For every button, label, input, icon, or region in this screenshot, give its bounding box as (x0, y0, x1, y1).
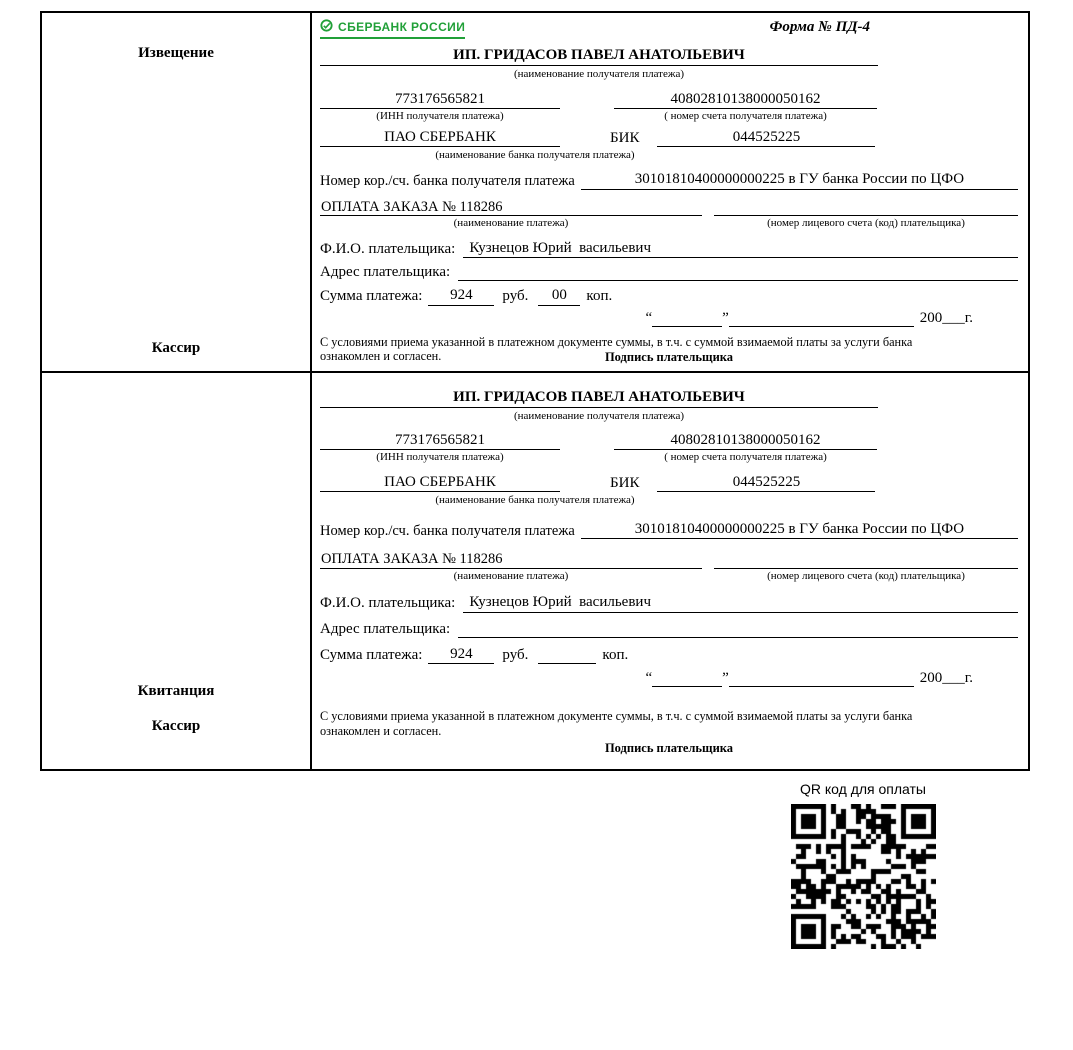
inn-caption: (ИНН получателя платежа) (376, 451, 504, 464)
payer-address-row (320, 621, 1018, 638)
amount-label: Сумма платежа: (320, 646, 423, 663)
receipt-left-column (42, 373, 312, 769)
date-day-blank (652, 670, 722, 687)
inn-value: 773176565821 (320, 432, 560, 450)
bik-value: 044525225 (657, 129, 875, 147)
terms-text: С условиями приема указанной в платежном документе суммы, в т.ч. с суммой взимаемой платы за услуги банка ознакомлен и согласен. (320, 709, 913, 738)
payer-address-label: Адрес плательщика: (320, 264, 451, 281)
bank-caption: (наименование банка получателя платежа) (435, 494, 635, 507)
payer-address-blank (458, 264, 1018, 281)
payer-name-value: Кузнецов Юрий васильевич (463, 240, 1018, 258)
payer-name-value: Кузнецов Юрий васильевич (463, 594, 1018, 612)
sberbank-logo-underline (320, 37, 465, 39)
amount-label: Сумма платежа: (320, 288, 423, 305)
corr-account-label: Номер кор./сч. банка получателя платежа (320, 522, 575, 539)
personal-account-caption: (номер лицевого счета (код) плательщика) (767, 569, 965, 582)
inn-account-captions (320, 451, 1018, 464)
signature-label: Подпись плательщика (604, 349, 734, 364)
payer-address-row (320, 264, 1018, 281)
date-quote-close: ” (722, 309, 729, 326)
date-day-blank (652, 310, 722, 327)
date-row (320, 310, 973, 327)
recipient-caption: (наименование получателя платежа) (513, 68, 685, 80)
sberbank-logo-row (320, 19, 465, 35)
notice-form-area (312, 13, 1028, 371)
receipt-section (40, 371, 1030, 771)
payer-name-row (320, 594, 1018, 612)
date-quote-open: “ (645, 309, 653, 326)
date-year-text: 200___г. (919, 670, 973, 687)
date-quote-close: ” (722, 670, 729, 687)
bank-name-value: ПАО СБЕРБАНК (320, 129, 560, 147)
personal-account-blank (714, 199, 1018, 216)
sberbank-logo (320, 19, 465, 39)
account-caption: ( номер счета получателя платежа) (664, 109, 827, 122)
bik-value: 044525225 (657, 474, 875, 492)
form-header (320, 19, 1018, 45)
inn-account-captions (320, 110, 1018, 123)
receipt-section-label: Квитанция (137, 682, 215, 699)
terms-block (320, 335, 1018, 365)
terms-text: С условиями приема указанной в платежном документе суммы, в т.ч. с суммой взимаемой платы за услуги банка ознакомлен и согласен. (320, 334, 913, 364)
amount-row (320, 646, 1018, 664)
inn-value: 773176565821 (320, 91, 560, 109)
sberbank-logo-icon (320, 19, 333, 35)
sberbank-logo-text: СБЕРБАНК РОССИИ (338, 20, 466, 34)
inn-account-row (320, 91, 1018, 109)
qr-caption: QR код для оплаты (799, 781, 926, 797)
form-number: Форма № ПД-4 (769, 19, 870, 35)
rub-label: руб. (502, 646, 529, 663)
date-row (320, 670, 973, 687)
terms-block (320, 709, 1018, 756)
amount-kop-value: 00 (538, 287, 580, 305)
bank-row (320, 129, 1018, 147)
notice-left-column (42, 13, 312, 371)
account-value: 40802810138000050162 (614, 432, 877, 450)
payment-purpose-row (320, 551, 1018, 569)
amount-rub-value: 924 (428, 287, 494, 305)
payer-address-label: Адрес плательщика: (320, 620, 451, 637)
receipt-cashier-label: Кассир (151, 717, 201, 734)
corr-account-value: 30101810400000000225 в ГУ банка России по ЦФО (581, 171, 1018, 189)
payment-purpose-value: ОПЛАТА ЗАКАЗА № 118286 (320, 551, 702, 569)
signature-label: Подпись плательщика (604, 740, 734, 755)
recipient-caption: (наименование получателя платежа) (513, 409, 685, 422)
bank-caption: (наименование банка получателя платежа) (435, 148, 635, 161)
corr-account-row (320, 521, 1018, 539)
bank-name-value: ПАО СБЕРБАНК (320, 474, 560, 492)
date-month-blank (729, 670, 914, 687)
corr-account-row (320, 171, 1018, 189)
personal-account-caption: (номер лицевого счета (код) плательщика) (767, 217, 965, 230)
notice-section (40, 11, 1030, 373)
payment-form-pd4 (40, 11, 1030, 771)
payment-caption: (наименование платежа) (453, 217, 569, 230)
bik-label: БИК (610, 475, 640, 492)
amount-kop-value (538, 647, 596, 664)
account-caption: ( номер счета получателя платежа) (664, 451, 827, 464)
amount-rub-value: 924 (428, 646, 494, 664)
notice-section-label: Извещение (138, 45, 214, 61)
corr-account-value: 30101810400000000225 в ГУ банка России по ЦФО (581, 521, 1018, 539)
payment-captions-row (320, 570, 1018, 583)
rub-label: руб. (502, 288, 529, 305)
payer-address-blank (458, 621, 1018, 638)
payment-purpose-row (320, 199, 1018, 217)
date-year-text: 200___г. (919, 309, 973, 326)
bank-row (320, 474, 1018, 492)
corr-account-label: Номер кор./сч. банка получателя платежа (320, 173, 575, 189)
inn-account-row (320, 432, 1018, 450)
recipient-name: ИП. ГРИДАСОВ ПАВЕЛ АНАТОЛЬЕВИЧ (320, 389, 878, 408)
kop-label: коп. (602, 646, 629, 663)
payer-name-row (320, 240, 1018, 258)
payer-name-label: Ф.И.О. плательщика: (320, 595, 456, 612)
receipt-form-area (312, 373, 1028, 769)
notice-cashier-label: Кассир (151, 340, 201, 356)
payer-name-label: Ф.И.О. плательщика: (320, 240, 456, 257)
date-quote-open: “ (645, 670, 653, 687)
bik-label: БИК (610, 129, 640, 146)
account-value: 40802810138000050162 (614, 91, 877, 109)
qr-section (788, 781, 938, 949)
kop-label: коп. (586, 288, 613, 305)
qr-code-image (791, 804, 936, 949)
amount-row (320, 287, 1018, 305)
personal-account-blank (714, 552, 1018, 569)
recipient-name: ИП. ГРИДАСОВ ПАВЕЛ АНАТОЛЬЕВИЧ (320, 47, 878, 66)
payment-purpose-value: ОПЛАТА ЗАКАЗА № 118286 (320, 199, 702, 217)
date-month-blank (729, 310, 914, 327)
inn-caption: (ИНН получателя платежа) (376, 109, 504, 122)
payment-captions-row (320, 217, 1018, 230)
payment-caption: (наименование платежа) (453, 569, 569, 582)
